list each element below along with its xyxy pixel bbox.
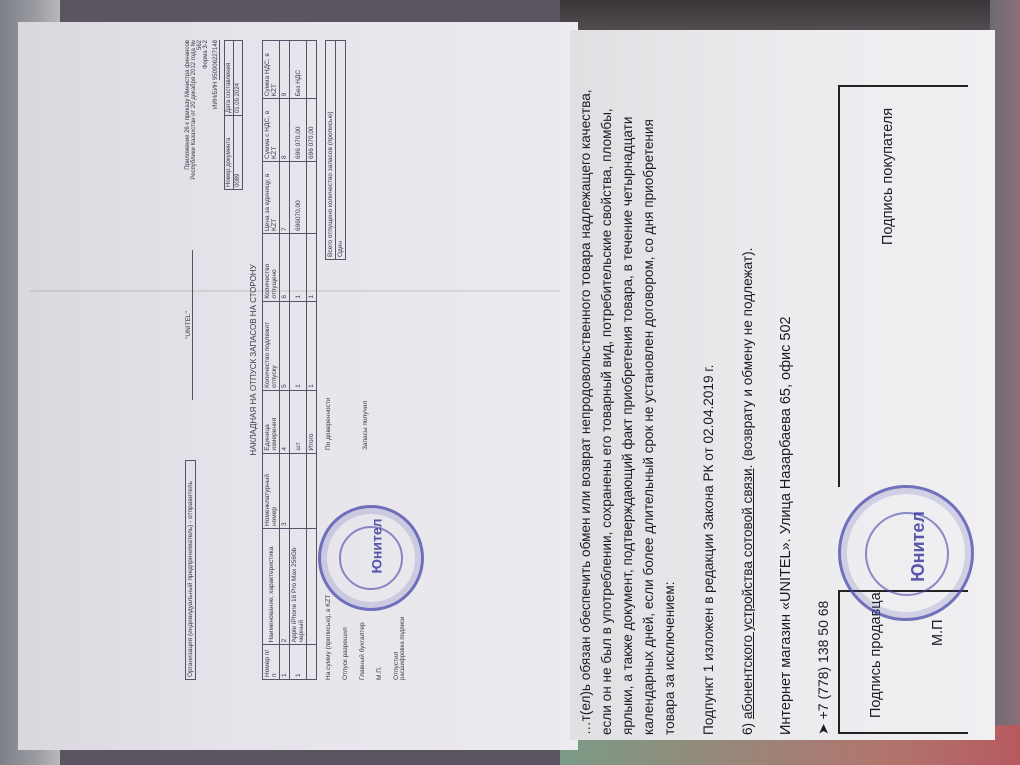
cell-item-qty: 1 [290,301,307,390]
col-header: Сумма НДС, в KZT [263,41,280,99]
col-num: 5 [280,301,290,390]
paragraph-3-prefix: 6) [740,719,755,735]
cell-empty [290,453,307,528]
cell-empty [307,41,317,99]
stamp-text: Юнител [368,518,385,574]
col-num: 4 [280,390,290,453]
col-num: 9 [280,41,290,99]
company-name: "UNITEL" [185,250,193,400]
sum-words-table [325,40,346,260]
doc-no-label: Номер документа [225,116,234,190]
items-table [262,40,317,680]
cell-total-sum: 696 070,00 [307,99,317,162]
buyer-signature-box [838,85,968,487]
col-header: Сумма с НДС, в KZT [263,99,280,162]
col-header: Цена за единицу, в KZT [263,161,280,233]
doc-date-label: Дата составления [225,41,234,116]
released-by: Отпустил [393,651,400,680]
cell-total-label: Итого [307,390,317,453]
cell-empty [307,645,317,680]
received-label: Запасы получил [362,400,369,450]
letter-paragraph-3 [737,75,758,735]
table-total-row [307,41,317,680]
cell-item-price: 696070,00 [290,161,307,233]
form-title: НАКЛАДНАЯ НА ОТПУСК ЗАПАСОВ НА СТОРОНУ [249,264,258,456]
attorney-label: По доверенности [325,397,332,450]
amount-label: На сумму (прописью), в KZT [325,594,332,680]
cell-empty [307,528,317,645]
col-num: 7 [280,161,290,233]
cell-item-no: 1 [290,645,307,680]
col-num: 3 [280,453,290,528]
cell-item-qty2: 1 [290,234,307,302]
col-num: 8 [280,99,290,162]
col-num: 2 [280,528,290,645]
buyer-signature-label: Подпись покупателя [880,107,896,245]
phone-icon: ➤ [815,723,831,735]
mp-label: М.П. [376,666,383,680]
phone-number: +7 (778) 138 50 68 [815,600,831,720]
cell-item-unit: шт [290,390,307,453]
letter-paragraph-2: Подпункт 1 изложен в редакции Закона РК от 02.04.2019 г. [701,364,716,735]
paragraph-3-suffix: . (возврату и обмену не подлежат). [740,247,755,469]
sum-words-value: Один [336,41,346,260]
cell-item-name: Apple iPhone 16 Pro Max 256Gb черный [290,528,307,645]
org-label: Организация (индивидуальный предприниматель) - отправитель [186,461,196,680]
iin-value: 950906227148 [213,40,219,81]
col-header: Номер п/п [263,645,280,680]
cell-total-qty: 1 [307,301,317,390]
col-num: 6 [280,234,290,302]
cell-empty [307,453,317,528]
col-header: Номенклатурный номер [263,453,280,528]
sum-words-label: Всего отпущено количество запасов (прописью) [326,41,336,260]
sender-table [185,460,196,680]
form-number: Форма 3-2 [203,40,209,70]
released-label: Отпуск разрешил [342,627,349,680]
stamp-text: Юнител [907,511,928,582]
col-header: Количество подлежит отпуску [263,301,280,390]
mp-text: М.П [930,619,946,646]
col-header: Единица измерения [263,390,280,453]
signature-hint: расшифровка подписи [400,616,406,680]
cell-item-vat: Без НДС [290,41,307,99]
col-header: Наименование, характеристика [263,528,280,645]
cell-total-qty2: 1 [307,234,317,302]
chief-label: Главный бухгалтер [359,622,366,680]
seller-signature-label: Подпись продавца [868,592,884,718]
letter-paragraph-1: …т(ел)ь обязан обеспечить обмен или возврат непродовольственного товара надлежащего качества, если он не был в употреблении, сохранены его товарный вид, потребительские свойства, пломбы, ярлыки, а также документ, подтверждающий факт приобретения товара, в течение четырнадцати календарных дней, если более длительный срок не установлен договором, со дня приобретения товара за исключением: [578,89,677,735]
col-num: 1 [280,645,290,680]
company-stamp-letter [838,485,974,621]
shop-address: Интернет магазин «UNITEL». Улица Назарбаева 65, офис 502 [778,316,794,735]
doc-no: 0089 [234,116,243,190]
cell-empty [307,161,317,233]
col-header: Количество отпущено [263,234,280,302]
cell-item-sum: 696 070,00 [290,99,307,162]
mobile-device-link[interactable]: абонентского устройства сотовой связи [740,468,755,720]
table-row [290,41,307,680]
doc-number-table [224,40,243,190]
doc-date: 01.09.2024 [234,41,243,116]
company-stamp-form [318,505,424,611]
phone-line [813,75,834,735]
iin-label: ИИН/БИН [213,81,219,109]
header-note: Приложение 26 к приказу Министра финансов Республики Казахстан от 20 декабря 2012 года № 562 [185,40,203,180]
